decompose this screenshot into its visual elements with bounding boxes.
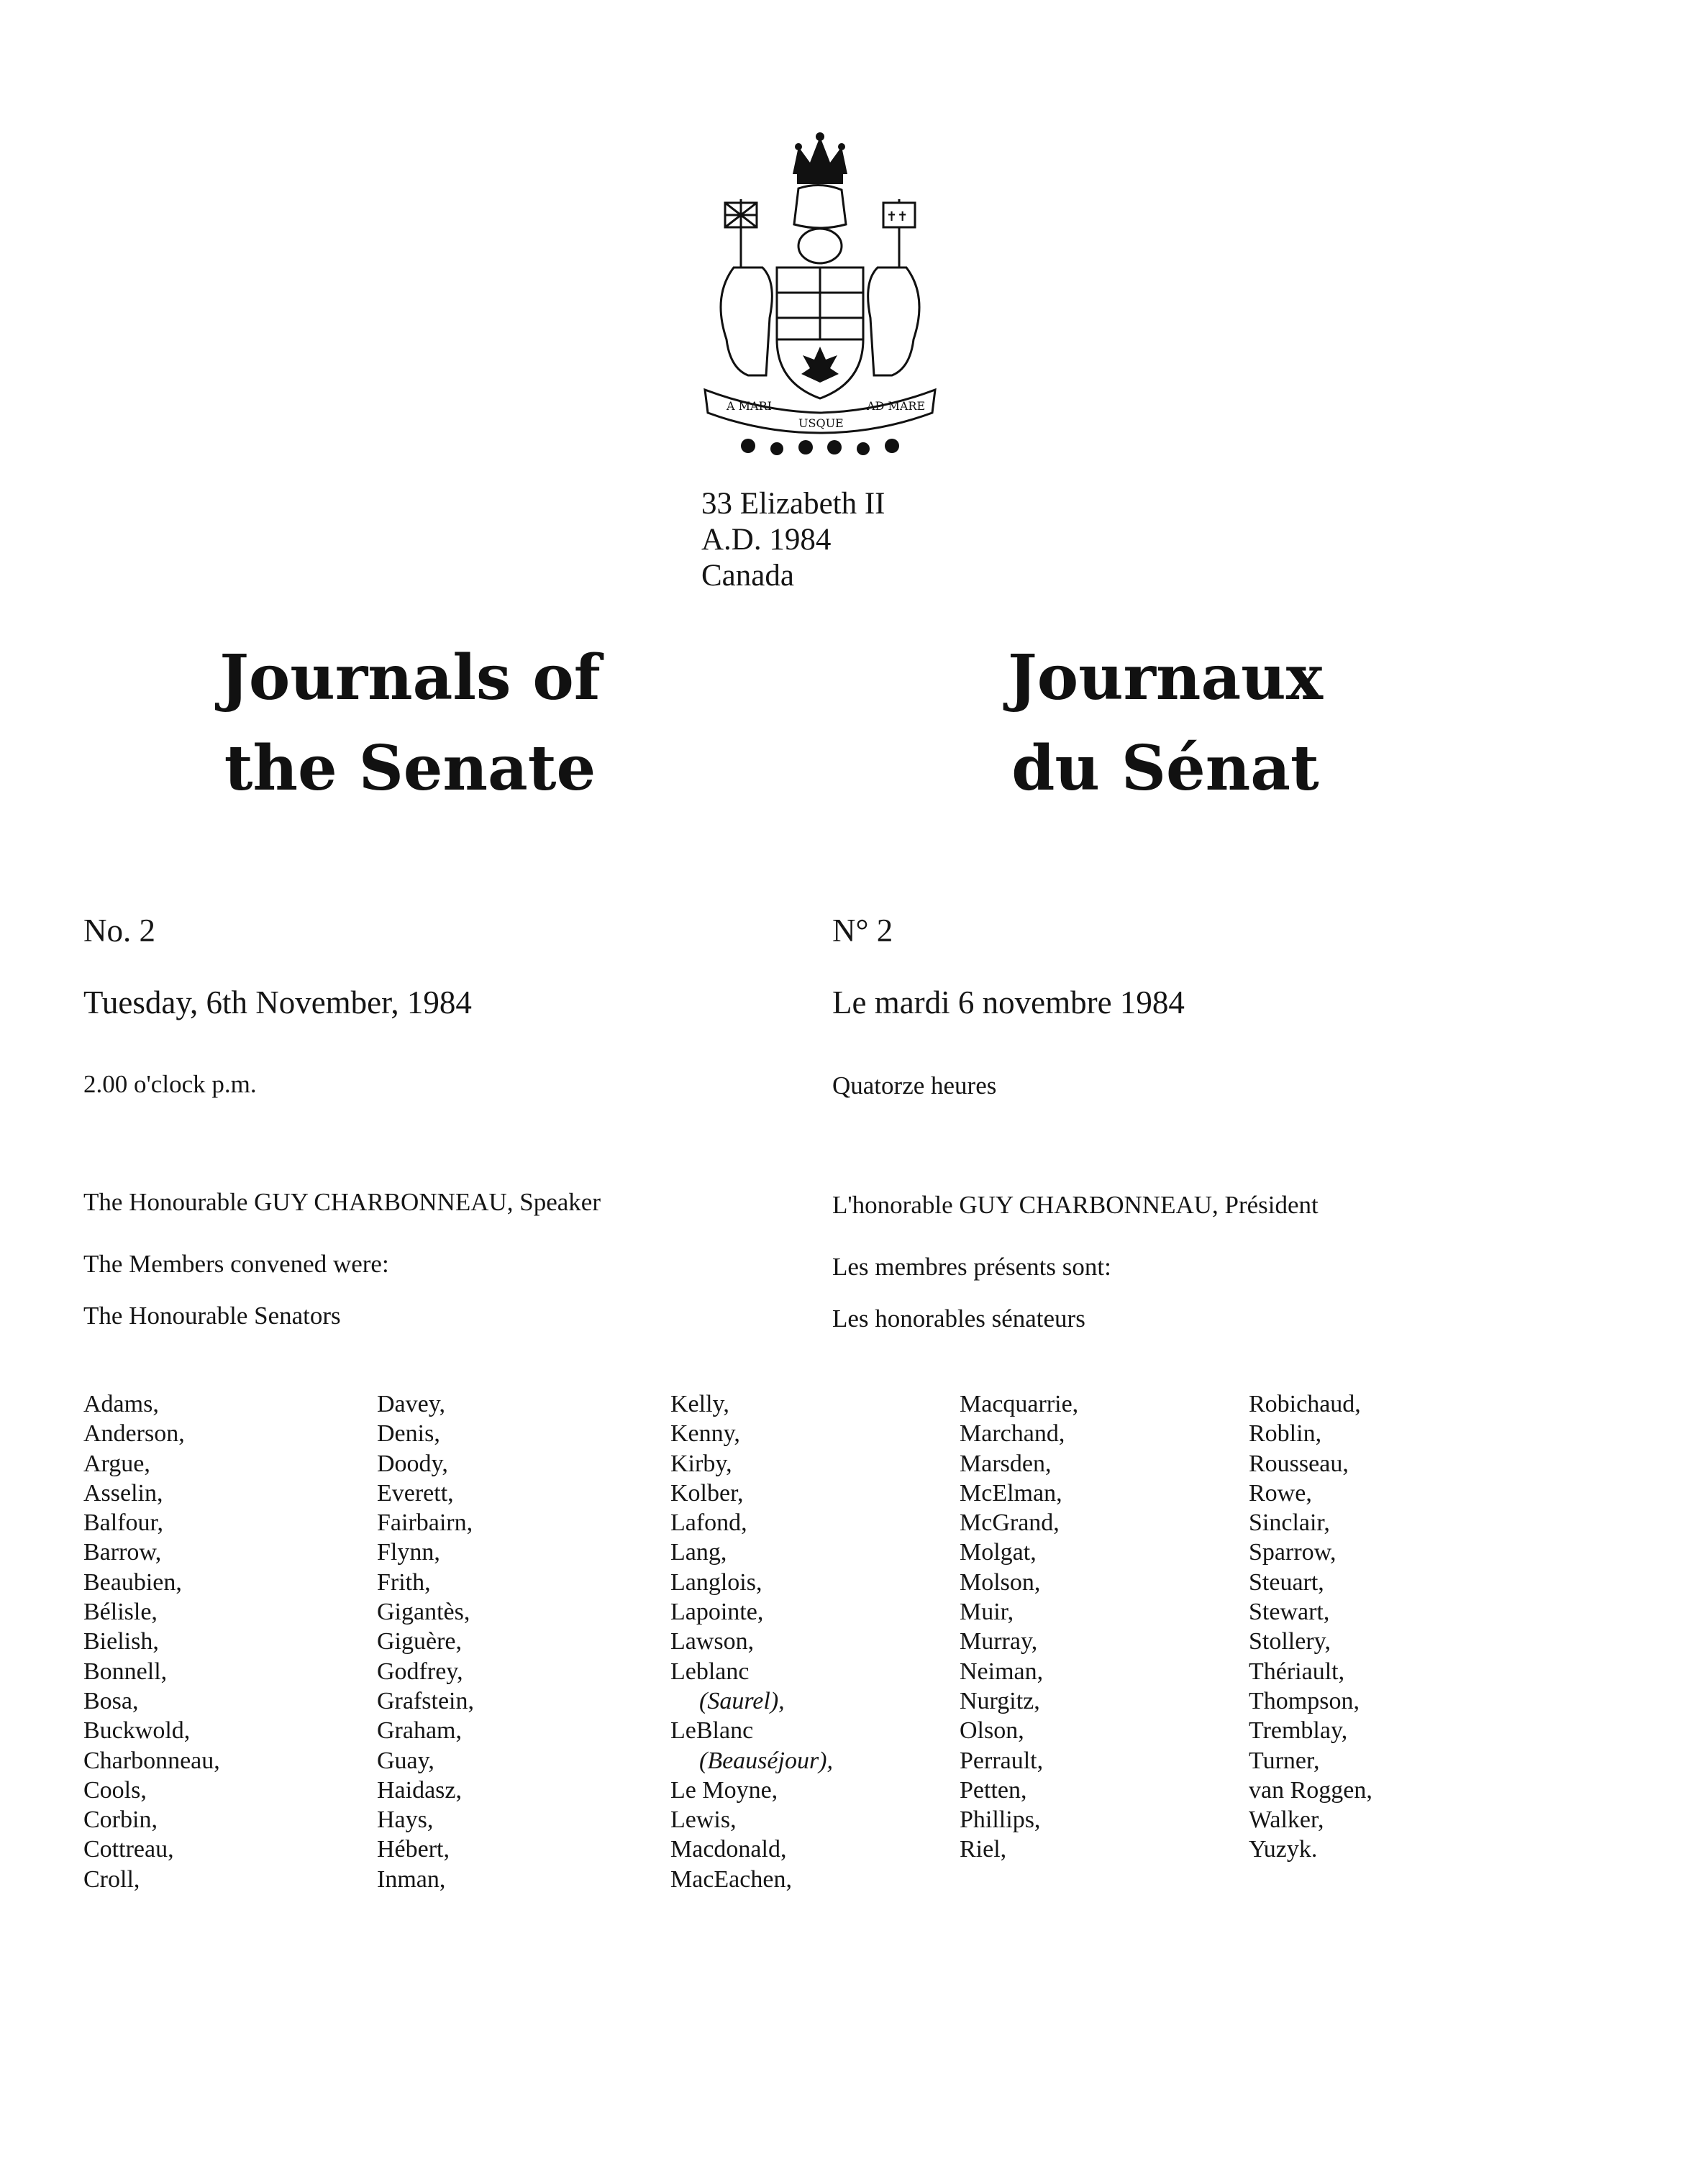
unicorn-supporter-icon (868, 268, 919, 375)
senator-name: Cottreau, (83, 1836, 174, 1863)
senator-name-qualifier: (Beauséjour), (699, 1747, 834, 1774)
senator-name: Frith, (377, 1568, 431, 1596)
senator-name: Phillips, (960, 1806, 1041, 1834)
senator-name: van Roggen, (1249, 1776, 1372, 1804)
senator-name: Adams, (83, 1391, 159, 1417)
senators-heading-fr: Les honorables sénateurs (832, 1305, 1085, 1333)
senator-name: Tremblay, (1249, 1717, 1348, 1745)
senator-name: Doody, (377, 1450, 448, 1477)
speaker-fr: L'honorable GUY CHARBONNEAU, Président (832, 1191, 1319, 1219)
senator-name: Argue, (83, 1450, 150, 1477)
motto-left: A MARI (727, 399, 772, 413)
senator-name: Davey, (377, 1391, 446, 1417)
senator-name: Barrow, (83, 1539, 162, 1566)
senator-name: Cools, (83, 1776, 147, 1804)
senator-name: Lapointe, (670, 1599, 764, 1626)
senator-name: Croll, (83, 1865, 140, 1893)
senator-name: Hébert, (377, 1836, 450, 1863)
senator-name: Godfrey, (377, 1658, 463, 1685)
title-french-line1: Journaux (1008, 641, 1323, 714)
senator-name: Charbonneau, (83, 1747, 220, 1774)
shield-icon (777, 268, 863, 398)
title-english-line2: the Senate (224, 732, 596, 805)
senator-name: Molson, (960, 1568, 1041, 1596)
senator-name: Thompson, (1249, 1687, 1360, 1714)
senator-name: Buckwold, (83, 1717, 191, 1745)
coat-of-arms-emblem (698, 131, 942, 462)
senator-name: Lewis, (670, 1806, 737, 1834)
title-english-line1: Journals of (219, 641, 601, 714)
senator-name: Olson, (960, 1717, 1024, 1745)
senator-name: LeBlanc (670, 1717, 754, 1745)
senator-name: Beaubien, (83, 1568, 182, 1596)
members-convened-en: The Members convened were: (83, 1250, 389, 1278)
senator-name: Graham, (377, 1717, 463, 1745)
senator-name: Marchand, (960, 1420, 1065, 1448)
year-ad: A.D. 1984 (701, 523, 832, 557)
senators-column-4 (960, 1389, 1078, 1865)
senator-name: Hays, (377, 1806, 434, 1834)
senator-name: Steuart, (1249, 1568, 1324, 1596)
senator-name: Everett, (377, 1479, 454, 1507)
title-english (158, 633, 662, 814)
senator-name: Langlois, (670, 1568, 762, 1596)
senator-name: Grafstein, (377, 1687, 475, 1714)
floral-base-icon (741, 439, 899, 455)
senator-name: Kolber, (670, 1479, 744, 1507)
lion-supporter-icon (721, 268, 772, 375)
senators-column-1 (83, 1389, 220, 1894)
journal-number-fr: N° 2 (832, 913, 893, 949)
senator-name: Sparrow, (1249, 1539, 1336, 1566)
senator-name: Anderson, (83, 1420, 185, 1448)
senator-name: Sinclair, (1249, 1509, 1330, 1537)
senator-name: McElman, (960, 1479, 1062, 1507)
senator-name: Neiman, (960, 1658, 1044, 1685)
senator-name: Bielish, (83, 1628, 159, 1655)
crown-icon (793, 132, 847, 184)
senator-name: Thériault, (1249, 1658, 1345, 1685)
senator-name: Nurgitz, (960, 1687, 1040, 1714)
senator-name: Bosa, (83, 1687, 139, 1714)
senator-name: Molgat, (960, 1539, 1037, 1566)
senator-name: Muir, (960, 1599, 1014, 1626)
senator-name: Rousseau, (1249, 1450, 1349, 1477)
senators-heading-en: The Honourable Senators (83, 1302, 341, 1330)
senator-name: Yuzyk. (1249, 1836, 1318, 1863)
senator-name: Stewart, (1249, 1599, 1330, 1626)
regnal-year: 33 Elizabeth II (701, 487, 885, 521)
senator-name: Rowe, (1249, 1479, 1312, 1507)
lion-crest-icon (794, 185, 846, 228)
senator-name: Leblanc (670, 1658, 750, 1685)
senator-name: Lang, (670, 1539, 727, 1566)
senator-name: Giguère, (377, 1628, 463, 1655)
senator-name: Flynn, (377, 1539, 440, 1566)
svg-text:✝✝: ✝✝ (886, 209, 909, 224)
senator-name: Inman, (377, 1865, 446, 1893)
senator-name: Denis, (377, 1420, 440, 1448)
senator-name: Stollery, (1249, 1628, 1331, 1655)
senator-name: Corbin, (83, 1806, 158, 1834)
sitting-time-fr: Quatorze heures (832, 1072, 997, 1100)
senator-name: Kirby, (670, 1450, 732, 1477)
title-french (914, 633, 1417, 814)
sitting-date-fr: Le mardi 6 novembre 1984 (832, 984, 1185, 1020)
senator-name: Turner, (1249, 1747, 1320, 1774)
journal-number-en: No. 2 (83, 913, 155, 949)
senator-name: Lawson, (670, 1628, 755, 1655)
senator-name: Roblin, (1249, 1420, 1322, 1448)
senator-name: Riel, (960, 1836, 1007, 1863)
senator-name: Macdonald, (670, 1836, 787, 1863)
senator-name: Macquarrie, (960, 1391, 1079, 1417)
senator-name: Kenny, (670, 1420, 740, 1448)
motto-right: AD MARE (867, 399, 926, 413)
senator-name: Marsden, (960, 1450, 1052, 1477)
senator-name: McGrand, (960, 1509, 1060, 1537)
helm-icon (798, 229, 842, 263)
senator-name: Kelly, (670, 1391, 729, 1417)
members-convened-fr: Les membres présents sont: (832, 1253, 1111, 1281)
senator-name: Bonnell, (83, 1658, 168, 1685)
senator-name: Balfour, (83, 1509, 163, 1537)
senator-name: Murray, (960, 1628, 1038, 1655)
senator-name: Robichaud, (1249, 1391, 1361, 1417)
senators-column-5 (1249, 1389, 1372, 1865)
motto-center: USQUE (798, 416, 844, 430)
senator-name: Fairbairn, (377, 1509, 473, 1537)
senator-name: Petten, (960, 1776, 1027, 1804)
senator-name: MacEachen, (670, 1865, 792, 1893)
senators-column-3 (670, 1389, 833, 1894)
senator-name: Bélisle, (83, 1599, 158, 1626)
title-french-line2: du Sénat (1011, 732, 1319, 805)
senators-column-2 (377, 1389, 474, 1894)
senator-name: Asselin, (83, 1479, 163, 1507)
country: Canada (701, 559, 794, 593)
sitting-time-en: 2.00 o'clock p.m. (83, 1070, 257, 1098)
speaker-en: The Honourable GUY CHARBONNEAU, Speaker (83, 1188, 601, 1216)
senator-name: Gigantès, (377, 1599, 470, 1626)
senator-name: Perrault, (960, 1747, 1044, 1774)
senator-name: Walker, (1249, 1806, 1324, 1834)
senator-name: Guay, (377, 1747, 434, 1774)
senator-name: Le Moyne, (670, 1776, 778, 1804)
senator-name-qualifier: (Saurel), (699, 1687, 785, 1714)
senator-name: Haidasz, (377, 1776, 463, 1804)
senator-name: Lafond, (670, 1509, 747, 1537)
sitting-date-en: Tuesday, 6th November, 1984 (83, 984, 472, 1020)
